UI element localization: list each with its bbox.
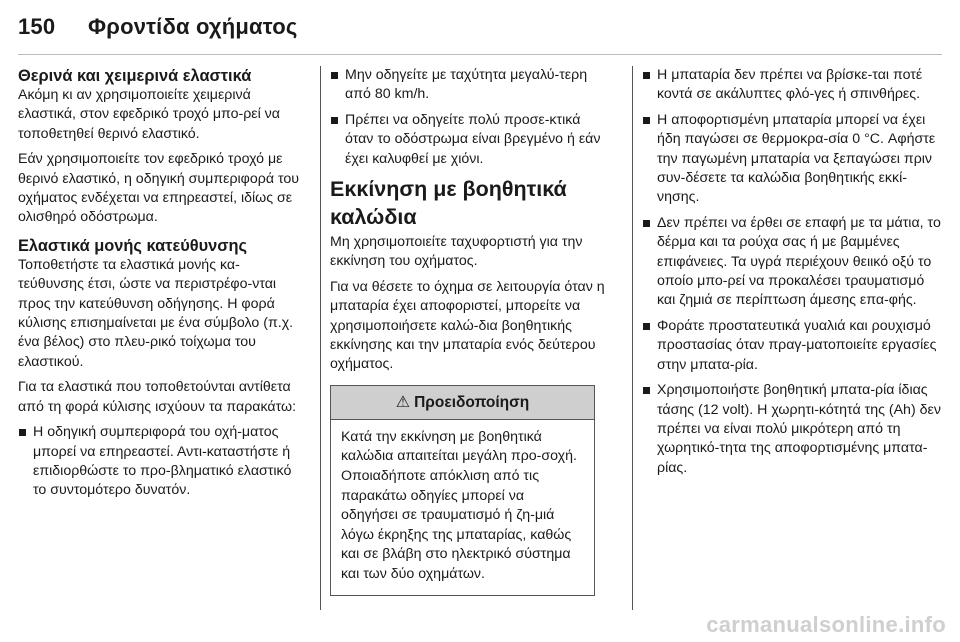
warning-header [331,386,594,420]
bullet-list [330,66,612,169]
page-title: Φροντίδα οχήματος [88,14,298,39]
list-item: Μην οδηγείτε με ταχύτητα μεγαλύ-τερη από 80 km/h. [330,66,612,105]
warning-text: Κατά την εκκίνηση με βοηθητικά καλώδια απαιτείται μεγάλη προ-σοχή. Οποιαδήποτε απόκλιση από τις παρακάτω οδηγίες μπορεί να οδηγήσει σε τραυματισμό ή ζη-μιά λόγω έκρηξης της μπαταρίας, καθώς και σε βλάβη στο ηλεκτρικό σύστημα και των δύο οχημάτων. [341,428,577,583]
list-item: Δεν πρέπει να έρθει σε επαφή με τα μάτια, το δέρμα και τα ρούχα σας ή με βαμμένες επιφάνειες. Τα υγρά περιέχουν θειικό οξύ το οποίο μπο-ρεί να προκαλέσει τραυματισμό και ζημιά σε περίπτωση άμεσης επα-φής. [642,214,942,311]
column-2 [330,66,612,596]
page-header [18,14,297,44]
watermark: carmanualsonline.info [706,612,946,637]
column-1 [18,66,300,507]
paragraph: Εάν χρησιμοποιείτε τον εφεδρικό τροχό με θερινό ελαστικό, η οδηγική συμπεριφορά του οχήματος ενδέχεται να επηρεαστεί, ιδίως σε ολισθηρό οδόστρωμα. [18,151,300,226]
warning-title: Προειδοποίηση [414,393,530,411]
column-divider-2 [632,66,633,610]
column-3 [642,66,942,484]
list-item: Φοράτε προστατευτικά γυαλιά και ρουχισμό προστασίας όταν πραγ-ματοποιείτε εργασίες στην μπατα-ρία. [642,317,942,375]
header-rule [18,54,942,55]
heading-jump-starting: Εκκίνηση με βοηθητικά καλώδια [330,177,567,230]
paragraph: Τοποθετήστε τα ελαστικά μονής κα-τεύθυνσης έτσι, ώστε να περιστρέφο-νται προς την κατεύθυνση οδήγησης. Η φορά κύλισης επισημαίνεται με ένα σύμβολο (π.χ. ένα βέλος) στο πλευ-ρικό τοίχωμα του ελαστικού. [18,256,294,370]
list-item: Η αποφορτισμένη μπαταρία μπορεί να έχει ήδη παγώσει σε θερμοκρα-σία 0 °C. Αφήστε την παγωμένη μπαταρία να ξεπαγώσει πριν συν-δέσετε τα καλώδια βοηθητικής εκκί-νησης. [642,111,942,208]
list-item: Χρησιμοποιήστε βοηθητική μπατα-ρία ίδιας τάσης (12 volt). Η χωρητι-κότητά της (Ah) δεν πρέπει να είναι πολύ μικρότερη από τη χωρητικό-τητα της αποφορτισμένης μπατα-ρίας. [642,381,942,478]
paragraph: Για τα ελαστικά που τοποθετούνται αντίθετα από τη φορά κύλισης ισχύουν τα παρακάτω: [18,379,297,415]
heading-summer-winter-tyres: Θερινά και χειμερινά ελαστικά [18,67,252,85]
bullet-list [642,66,942,478]
paragraph: Για να θέσετε το όχημα σε λειτουργία όταν η μπαταρία έχει αποφοριστεί, μπορείτε να χρησιμοποιήσετε καλώ-δια βοηθητικής εκκίνησης και την μπαταρία ενός δεύτερου οχήματος. [330,278,605,373]
bullet-list [18,423,300,501]
warning-box [330,385,595,596]
paragraph: Ακόμη κι αν χρησιμοποιείτε χειμερινά ελαστικά, στον εφεδρικό τροχό μπο-ρεί να τοποθετηθεί θερινό ελαστικό. [18,87,280,142]
heading-directional-tyres: Ελαστικά μονής κατεύθυνσης [18,236,248,255]
column-divider-1 [320,66,321,610]
warning-triangle-icon: ⚠ [395,393,411,411]
page-number: 150 [18,14,56,39]
list-item: Η μπαταρία δεν πρέπει να βρίσκε-ται ποτέ κοντά σε ακάλυπτες φλό-γες ή σπινθήρες. [642,66,942,105]
paragraph: Μη χρησιμοποιείτε ταχυφορτιστή για την εκκίνηση του οχήματος. [330,234,583,270]
list-item: Η οδηγική συμπεριφορά του οχή-ματος μπορεί να επηρεαστεί. Αντι-καταστήστε ή επιδιορθώστε το προ-βληματικό ελαστικό το συντομότερο δυνατόν. [18,423,300,501]
list-item: Πρέπει να οδηγείτε πολύ προσε-κτικά όταν το οδόστρωμα είναι βρεγμένο ή εάν έχει καλυφθεί με χιόνι. [330,111,612,169]
